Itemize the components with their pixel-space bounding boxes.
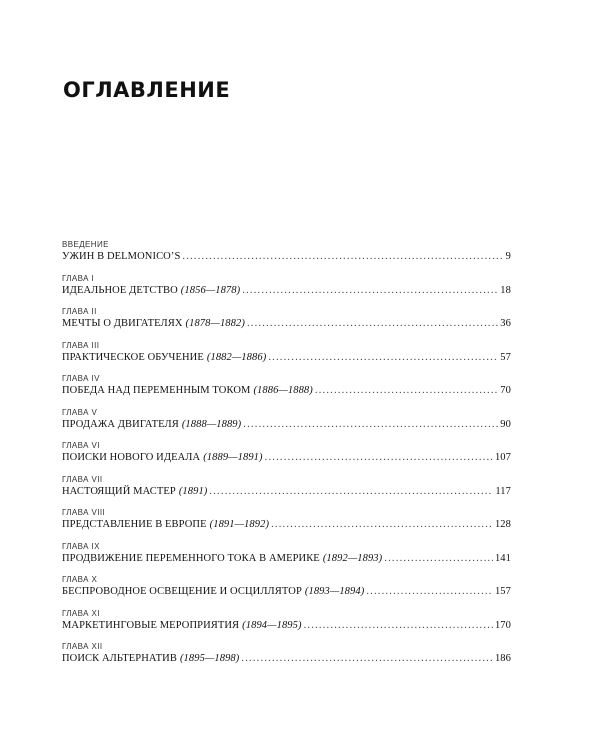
dot-leader [304,619,493,633]
dot-leader [265,451,493,465]
entry-page-number: 18 [500,284,511,296]
entry-title: МАРКЕТИНГОВЫЕ МЕРОПРИЯТИЯ [62,619,240,631]
entry-years: (1888—1889) [181,418,242,430]
entry-title: ПОИСК АЛЬТЕРНАТИВ [62,653,177,664]
entry-label: ГЛАВА IV [62,374,100,383]
entry-page-number: 9 [505,251,511,262]
toc-entry-chapter-10[interactable] [62,575,511,609]
entry-years: (1891—1892) [209,519,270,530]
entry-years: (1889—1891) [203,452,263,463]
entry-label: ГЛАВА VIII [62,508,106,517]
toc-entry-chapter-3[interactable] [62,341,511,375]
entry-label: ГЛАВА X [62,575,98,584]
toc-entry-chapter-12[interactable] [62,642,511,676]
toc-entry-chapter-5[interactable] [62,408,511,442]
entry-years: (1894—1895) [242,619,302,631]
entry-title: ИДЕАЛЬНОЕ ДЕТСТВО [62,284,178,296]
toc-entry-chapter-1[interactable] [62,274,511,308]
entry-label: ГЛАВА III [62,340,100,350]
entry-label: ГЛАВА IX [62,541,100,551]
entry-label: ГЛАВА XII [62,642,103,651]
page-title: ОГЛАВЛЕНИЕ [63,78,231,102]
entry-title: УЖИН В DELMONICO’S [62,251,181,262]
dot-leader [241,652,493,666]
entry-years: (1856—1878) [180,284,241,296]
entry-years: (1886—1888) [253,385,313,396]
entry-page-number: 186 [494,653,511,664]
entry-page-number: 57 [500,351,511,363]
dot-leader [182,250,503,264]
table-of-contents [62,240,511,676]
entry-title: НАСТОЯЩИЙ МАСТЕР [62,485,176,497]
dot-leader [247,317,498,331]
entry-label: ГЛАВА VII [62,474,103,484]
entry-years: (1892—1893) [322,552,383,564]
toc-entry-chapter-7[interactable] [62,475,511,509]
entry-page-number: 141 [494,552,511,564]
entry-title: ПОИСКИ НОВОГО ИДЕАЛА [62,452,201,463]
toc-entry-chapter-2[interactable] [62,307,511,341]
entry-label: ГЛАВА VI [62,441,100,450]
dot-leader [366,585,493,599]
entry-page-number: 107 [494,452,511,463]
toc-entry-introduction[interactable] [62,240,511,274]
entry-label: ГЛАВА XI [62,608,100,618]
entry-title: ПРОДАЖА ДВИГАТЕЛЯ [62,418,179,430]
entry-years: (1891) [178,485,208,497]
toc-entry-chapter-4[interactable] [62,374,511,408]
entry-years: (1878—1882) [185,318,245,329]
entry-label: ГЛАВА V [62,407,98,417]
entry-title: ПРОДВИЖЕНИЕ ПЕРЕМЕННОГО ТОКА В АМЕРИКЕ [62,552,320,564]
entry-years: (1895—1898) [179,653,240,664]
toc-entry-chapter-11[interactable] [62,609,511,643]
entry-years: (1893—1894) [304,586,365,597]
entry-page-number: 70 [500,385,511,396]
entry-title: ПРАКТИЧЕСКОЕ ОБУЧЕНИЕ [62,351,204,363]
dot-leader [268,351,498,365]
entry-page-number: 170 [494,619,511,631]
toc-entry-chapter-9[interactable] [62,542,511,576]
entry-label: ВВЕДЕНИЕ [62,240,109,249]
entry-page-number: 36 [500,318,511,329]
dot-leader [271,518,493,532]
toc-entry-chapter-6[interactable] [62,441,511,475]
entry-page-number: 117 [495,485,511,497]
dot-leader [384,552,493,566]
entry-title: БЕСПРОВОДНОЕ ОСВЕЩЕНИЕ И ОСЦИЛЛЯТОР [62,586,302,597]
entry-page-number: 128 [494,519,511,530]
entry-page-number: 90 [500,418,511,430]
dot-leader [315,384,498,398]
toc-entry-chapter-8[interactable] [62,508,511,542]
entry-page-number: 157 [494,586,511,597]
dot-leader [243,418,498,432]
entry-label: ГЛАВА I [62,273,95,283]
dot-leader [209,485,493,499]
dot-leader [242,284,498,298]
entry-title: ПОБЕДА НАД ПЕРЕМЕННЫМ ТОКОМ [62,385,251,396]
entry-label: ГЛАВА II [62,307,97,316]
entry-title: МЕЧТЫ О ДВИГАТЕЛЯХ [62,318,183,329]
entry-years: (1882—1886) [206,351,267,363]
entry-title: ПРЕДСТАВЛЕНИЕ В ЕВРОПЕ [62,519,207,530]
